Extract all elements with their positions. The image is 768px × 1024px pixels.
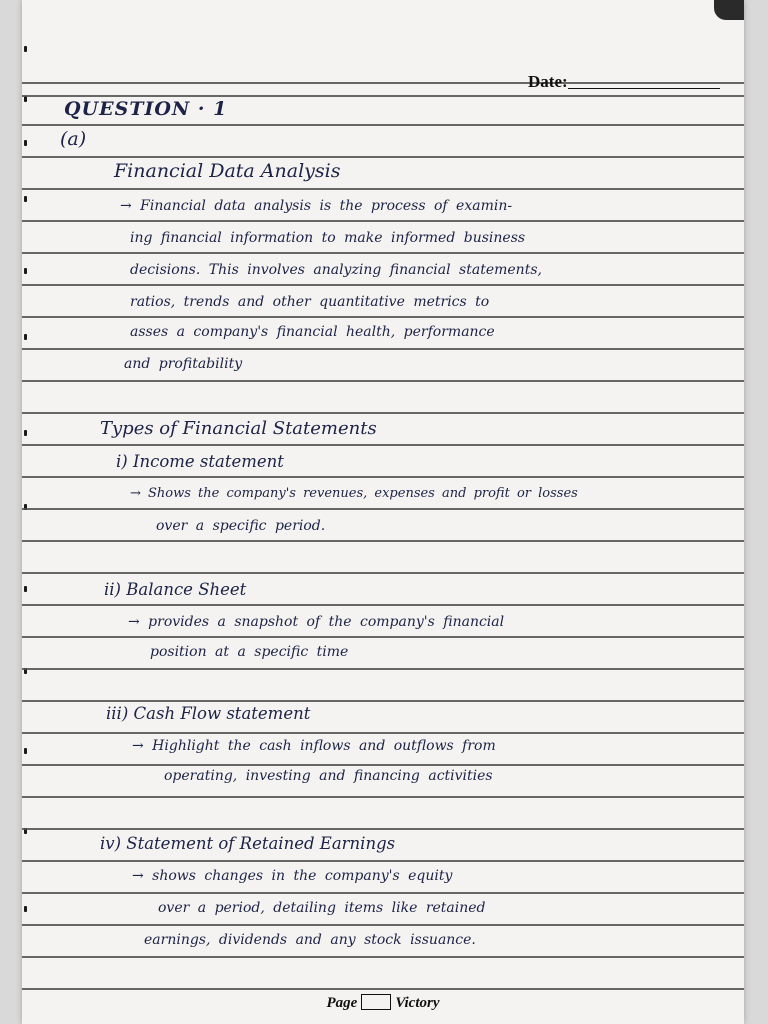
ruled-line [22, 892, 744, 894]
ruled-line [22, 508, 744, 510]
ruled-line [22, 82, 744, 84]
ruled-line [22, 796, 744, 798]
ruled-line [22, 380, 744, 382]
binding-mark [24, 586, 27, 592]
binding-mark [24, 906, 27, 912]
ruled-line [22, 828, 744, 830]
ruled-line [22, 444, 744, 446]
ruled-line [22, 476, 744, 478]
item-line: → Highlight the cash inflows and outflows from [132, 738, 496, 754]
ruled-line [22, 284, 744, 286]
item-line: → Shows the company's revenues, expenses and profit or losses [130, 486, 578, 501]
paragraph-line: decisions. This involves analyzing financial statements, [130, 262, 542, 278]
ruled-line [22, 700, 744, 702]
page-number-box [361, 994, 391, 1010]
binding-mark [24, 268, 27, 274]
section-heading-types-of-financial-statements: Types of Financial Statements [100, 418, 377, 439]
ruled-line [22, 156, 744, 158]
item-line: → shows changes in the company's equity [132, 868, 453, 884]
item-line: over a period, detailing items like retained [158, 900, 486, 916]
ruled-line [22, 540, 744, 542]
ruled-line [22, 764, 744, 766]
question-title: QUESTION · 1 [64, 98, 228, 120]
page-footer [22, 994, 744, 1012]
item-line: operating, investing and financing activities [164, 768, 493, 784]
section-heading-financial-data-analysis: Financial Data Analysis [114, 160, 341, 182]
paragraph-line: ing financial information to make informed business [130, 230, 526, 246]
item-title-statement-of-retained-earnings: iv) Statement of Retained Earnings [100, 834, 396, 853]
ruled-line [22, 316, 744, 318]
ruled-line [22, 188, 744, 190]
binding-mark [24, 334, 27, 340]
question-part: (a) [60, 128, 87, 150]
binding-mark [24, 748, 27, 754]
ruled-line [22, 860, 744, 862]
binding-mark [24, 196, 27, 202]
item-line: earnings, dividends and any stock issuance. [144, 932, 476, 948]
item-title-income-statement: i) Income statement [116, 452, 284, 471]
ruled-line [22, 956, 744, 958]
ruled-line [22, 732, 744, 734]
item-line: over a specific period. [156, 518, 326, 534]
ruled-line [22, 412, 744, 414]
ruled-line [22, 220, 744, 222]
ruled-line [22, 124, 744, 126]
ruled-line [22, 572, 744, 574]
item-title-cash-flow-statement: iii) Cash Flow statement [106, 704, 311, 723]
ruled-line [22, 924, 744, 926]
binding-mark [24, 46, 27, 52]
ruled-line [22, 604, 744, 606]
paragraph-line: asses a company's financial health, performance [130, 324, 495, 340]
page-corner-shadow [714, 0, 744, 20]
footer-brand: Victory [395, 995, 440, 1011]
paragraph-line: and profitability [124, 356, 243, 372]
footer-page-label: Page [326, 995, 358, 1011]
ruled-line [22, 95, 744, 97]
item-title-balance-sheet: ii) Balance Sheet [104, 580, 247, 599]
binding-mark [24, 430, 27, 436]
item-line: position at a specific time [150, 644, 349, 660]
ruled-line [22, 252, 744, 254]
ruled-line [22, 668, 744, 670]
item-line: → provides a snapshot of the company's financial [128, 614, 505, 630]
ruled-line [22, 636, 744, 638]
ruled-line [22, 348, 744, 350]
binding-mark [24, 140, 27, 146]
paragraph-line: ratios, trends and other quantitative metrics to [130, 294, 490, 310]
date-label: Date: [528, 72, 568, 91]
date-blank-line [568, 88, 720, 89]
ruled-line [22, 988, 744, 990]
notebook-page [22, 0, 744, 1024]
paragraph-line: → Financial data analysis is the process of examin- [120, 198, 513, 214]
